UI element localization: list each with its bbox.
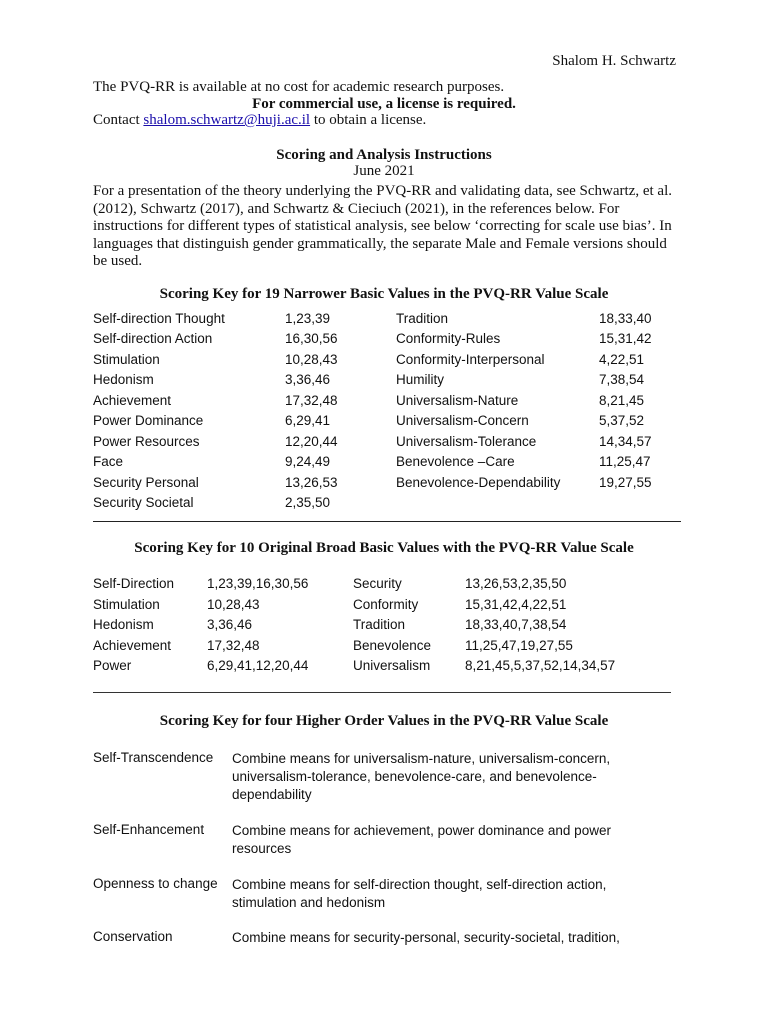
section-divider	[93, 692, 671, 693]
table-row	[353, 658, 430, 678]
instructions-paragraph: For a presentation of the theory underlying the PVQ-RR and validating data, see Schwartz, et al. (2012), Schwartz (2017), and Schwartz & Cieciuch (2021), in the references below. For instructions for different types of statistical analysis, see below ‘correcting for scale use bias’. In languages that distinguish gender grammatically, the separate Male and Female versions should be used.	[93, 183, 673, 269]
value-name: Security Societal	[93, 495, 194, 510]
instructions-date: June 2021	[353, 163, 415, 179]
value-items: 11,25,47,19,27,55	[465, 638, 573, 653]
table-row	[353, 617, 405, 637]
table-row	[396, 311, 448, 331]
value-name: Power Dominance	[93, 413, 204, 428]
table-row	[93, 638, 171, 658]
value-name: Stimulation	[93, 597, 160, 612]
value-items: 6,29,41,12,20,44	[207, 658, 309, 673]
table-row	[93, 495, 194, 515]
value-items: 8,21,45	[599, 393, 645, 408]
value-items: 6,29,41	[285, 413, 331, 428]
table-row	[93, 434, 200, 454]
table-row	[353, 597, 418, 617]
value-items: 14,34,57	[599, 434, 652, 449]
commercial-license-note: For commercial use, a license is required.	[252, 96, 516, 112]
table-row	[93, 576, 174, 596]
higher-order-description: Combine means for universalism-nature, universalism-concern, universalism-tolerance, benevolence-care, and benevolence-dependability	[232, 751, 611, 802]
value-name: Universalism-Tolerance	[396, 434, 537, 449]
value-items: 8,21,45,5,37,52,14,34,57	[465, 658, 616, 673]
value-items: 2,35,50	[285, 495, 331, 510]
contact-line	[93, 112, 426, 129]
broad-values-title: Scoring Key for 10 Original Broad Basic Values with the PVQ-RR Value Scale	[134, 540, 634, 556]
value-name: Hedonism	[93, 617, 154, 632]
value-name: Face	[93, 454, 124, 469]
higher-order-name: Conservation	[93, 929, 173, 944]
table-row	[93, 352, 160, 372]
higher-order-description: Combine means for self-direction thought, self-direction action, stimulation and hedonism	[232, 877, 607, 910]
higher-order-description: Combine means for achievement, power dominance and power resources	[232, 823, 611, 856]
value-name: Humility	[396, 372, 445, 387]
value-name: Power Resources	[93, 434, 200, 449]
value-name: Self-Direction	[93, 576, 175, 591]
value-items: 15,31,42	[599, 331, 652, 346]
email-link[interactable]: shalom.schwartz@huji.ac.il	[143, 112, 311, 128]
higher-order-title: Scoring Key for four Higher Order Values in the PVQ-RR Value Scale	[159, 713, 609, 729]
table-row	[93, 331, 212, 351]
value-name: Universalism-Concern	[396, 413, 529, 428]
value-name: Security	[353, 576, 402, 591]
higher-order-description: Combine means for security-personal, security-societal, tradition,	[232, 930, 620, 945]
value-name: Achievement	[93, 638, 172, 653]
value-items: 11,25,47	[599, 454, 651, 469]
value-items: 10,28,43	[207, 597, 260, 612]
table-row	[93, 311, 225, 331]
value-items: 15,31,42,4,22,51	[465, 597, 567, 612]
value-name: Stimulation	[93, 352, 160, 367]
value-name: Power	[93, 658, 132, 673]
value-items: 3,36,46	[207, 617, 253, 632]
value-name: Benevolence –Care	[396, 454, 515, 469]
narrow-values-title: Scoring Key for 19 Narrower Basic Values in the PVQ-RR Value Scale	[159, 286, 609, 302]
contact-suffix: to obtain a license.	[313, 112, 427, 128]
value-name: Self-direction Thought	[93, 311, 225, 326]
table-row	[353, 576, 402, 596]
value-items: 13,26,53	[285, 475, 338, 490]
value-name: Conformity	[353, 597, 419, 612]
value-name: Universalism	[353, 658, 431, 673]
table-row	[396, 475, 560, 495]
value-items: 1,23,39	[285, 311, 331, 326]
value-items: 5,37,52	[599, 413, 645, 428]
table-row	[93, 597, 160, 617]
table-row	[93, 658, 131, 678]
table-row	[93, 617, 154, 637]
contact-prefix: Contact	[93, 112, 140, 128]
value-name: Achievement	[93, 393, 172, 408]
table-row	[353, 638, 431, 658]
value-name: Tradition	[396, 311, 449, 326]
author-name: Shalom H. Schwartz	[552, 53, 676, 69]
table-row	[396, 434, 536, 454]
value-name: Conformity-Interpersonal	[396, 352, 545, 367]
value-name: Universalism-Nature	[396, 393, 519, 408]
value-items: 13,26,53,2,35,50	[465, 576, 567, 591]
table-row	[93, 475, 199, 495]
availability-note: The PVQ-RR is available at no cost for academic research purposes.	[93, 79, 505, 95]
value-items: 10,28,43	[285, 352, 338, 367]
table-row	[396, 454, 515, 474]
higher-order-name: Self-Transcendence	[93, 750, 214, 765]
value-name: Hedonism	[93, 372, 154, 387]
section-divider	[93, 521, 681, 522]
value-name: Benevolence-Dependability	[396, 475, 561, 490]
table-row	[93, 372, 154, 392]
table-row	[396, 372, 444, 392]
value-items: 4,22,51	[599, 352, 645, 367]
higher-order-name: Self-Enhancement	[93, 822, 205, 837]
higher-order-name: Openness to change	[93, 876, 218, 891]
value-name: Security Personal	[93, 475, 199, 490]
value-name: Conformity-Rules	[396, 331, 501, 346]
value-items: 17,32,48	[285, 393, 338, 408]
value-items: 16,30,56	[285, 331, 338, 346]
table-row	[396, 393, 518, 413]
value-items: 19,27,55	[599, 475, 652, 490]
value-items: 18,33,40	[599, 311, 652, 326]
table-row	[396, 413, 529, 433]
instructions-title: Scoring and Analysis Instructions	[276, 147, 492, 163]
value-items: 3,36,46	[285, 372, 331, 387]
value-name: Benevolence	[353, 638, 432, 653]
table-row	[93, 413, 203, 433]
table-row	[93, 454, 123, 474]
table-row	[396, 352, 545, 372]
table-row	[93, 393, 171, 413]
value-items: 1,23,39,16,30,56	[207, 576, 309, 591]
value-items: 9,24,49	[285, 454, 331, 469]
value-items: 12,20,44	[285, 434, 338, 449]
table-row	[396, 331, 500, 351]
value-name: Tradition	[353, 617, 406, 632]
value-items: 18,33,40,7,38,54	[465, 617, 567, 632]
value-items: 7,38,54	[599, 372, 645, 387]
value-name: Self-direction Action	[93, 331, 213, 346]
value-items: 17,32,48	[207, 638, 260, 653]
